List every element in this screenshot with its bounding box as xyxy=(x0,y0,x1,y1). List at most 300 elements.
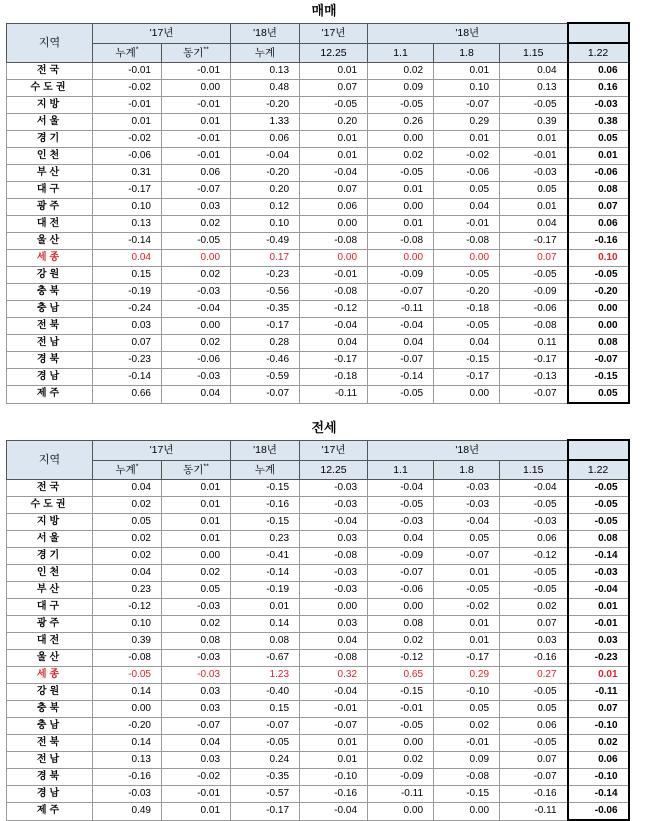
value-cell: 0.06 xyxy=(568,752,629,769)
value-cell: -0.05 xyxy=(300,97,368,114)
value-cell: 0.04 xyxy=(162,735,231,752)
value-cell: 0.03 xyxy=(162,684,231,701)
value-cell: 0.01 xyxy=(231,599,300,616)
value-cell: -0.02 xyxy=(93,80,162,97)
value-cell: 0.00 xyxy=(300,250,368,267)
table-row xyxy=(7,701,629,718)
value-cell: 0.09 xyxy=(368,80,434,97)
value-cell: 0.01 xyxy=(162,114,231,131)
value-cell: -0.05 xyxy=(500,582,568,599)
value-cell: 0.01 xyxy=(434,131,500,148)
value-cell: 0.07 xyxy=(93,335,162,352)
value-cell: 0.05 xyxy=(500,182,568,199)
header-cumulative-2018: 누계 xyxy=(231,460,300,480)
table-row xyxy=(7,667,629,684)
value-cell: 0.10 xyxy=(434,80,500,97)
value-cell: 0.01 xyxy=(162,514,231,531)
value-cell: 0.00 xyxy=(162,548,231,565)
value-cell: -0.17 xyxy=(434,369,500,386)
value-cell: 0.04 xyxy=(93,565,162,582)
value-cell: -0.17 xyxy=(231,803,300,821)
value-cell: 0.04 xyxy=(162,386,231,404)
value-cell: -0.40 xyxy=(231,684,300,701)
value-cell: -0.35 xyxy=(231,301,300,318)
table-row xyxy=(7,531,629,548)
value-cell: -0.11 xyxy=(568,684,629,701)
value-cell: -0.01 xyxy=(434,216,500,233)
value-cell: 0.00 xyxy=(368,599,434,616)
value-cell: -0.04 xyxy=(300,514,368,531)
value-cell: 0.08 xyxy=(162,633,231,650)
value-cell: 0.31 xyxy=(93,165,162,182)
value-cell: -0.06 xyxy=(434,165,500,182)
value-cell: 0.08 xyxy=(568,531,629,548)
table-row xyxy=(7,786,629,803)
value-cell: -0.11 xyxy=(500,803,568,821)
header-cumulative-2018: 누계 xyxy=(231,43,300,63)
value-cell: -0.05 xyxy=(93,667,162,684)
value-cell: 0.03 xyxy=(300,616,368,633)
value-cell: 0.01 xyxy=(434,633,500,650)
value-cell: -0.16 xyxy=(93,769,162,786)
region-cell: 광주 xyxy=(7,616,93,633)
value-cell: -0.67 xyxy=(231,650,300,667)
value-cell: 0.04 xyxy=(500,216,568,233)
value-cell: 0.01 xyxy=(93,114,162,131)
value-cell: -0.15 xyxy=(434,786,500,803)
value-cell: -0.05 xyxy=(500,565,568,582)
value-cell: -0.19 xyxy=(93,284,162,301)
value-cell: -0.01 xyxy=(93,63,162,80)
value-cell: -0.05 xyxy=(434,318,500,335)
table-row xyxy=(7,131,629,148)
region-cell: 충북 xyxy=(7,701,93,718)
value-cell: 0.07 xyxy=(568,701,629,718)
value-cell: -0.01 xyxy=(162,148,231,165)
value-cell: -0.04 xyxy=(162,301,231,318)
region-cell: 충북 xyxy=(7,284,93,301)
table-row xyxy=(7,335,629,352)
value-cell: -0.11 xyxy=(368,786,434,803)
value-cell: 0.08 xyxy=(568,335,629,352)
value-cell: 0.10 xyxy=(568,250,629,267)
value-cell: 0.05 xyxy=(568,131,629,148)
value-cell: 0.65 xyxy=(368,667,434,684)
value-cell: -0.06 xyxy=(568,165,629,182)
value-cell: -0.02 xyxy=(162,769,231,786)
value-cell: -0.15 xyxy=(368,684,434,701)
value-cell: 0.12 xyxy=(231,199,300,216)
value-cell: 0.07 xyxy=(568,199,629,216)
section-title: 매매 xyxy=(311,3,337,18)
table-row xyxy=(7,369,629,386)
value-cell: -0.16 xyxy=(231,497,300,514)
value-cell: 0.29 xyxy=(434,114,500,131)
value-cell: -0.01 xyxy=(162,786,231,803)
value-cell: -0.07 xyxy=(162,182,231,199)
value-cell: 0.00 xyxy=(162,250,231,267)
value-cell: -0.03 xyxy=(162,369,231,386)
value-cell: 0.01 xyxy=(500,199,568,216)
value-cell: -0.09 xyxy=(368,548,434,565)
value-cell: -0.05 xyxy=(368,97,434,114)
value-cell: -0.15 xyxy=(231,514,300,531)
table-row xyxy=(7,803,629,821)
value-cell: 0.06 xyxy=(500,718,568,735)
value-cell: 0.13 xyxy=(93,216,162,233)
value-cell: -0.02 xyxy=(434,599,500,616)
value-cell: 0.01 xyxy=(368,216,434,233)
region-cell: 경남 xyxy=(7,369,93,386)
value-cell: 0.02 xyxy=(93,548,162,565)
value-cell: -0.03 xyxy=(500,165,568,182)
value-cell: -0.03 xyxy=(162,650,231,667)
value-cell: 0.01 xyxy=(162,531,231,548)
region-cell: 강원 xyxy=(7,267,93,284)
header-week-11: 1.1 xyxy=(368,43,434,63)
table-row xyxy=(7,386,629,404)
value-cell: 0.27 xyxy=(500,667,568,684)
value-cell: 0.13 xyxy=(231,63,300,80)
value-cell: 0.01 xyxy=(300,131,368,148)
value-cell: -0.20 xyxy=(231,97,300,114)
value-cell: 0.00 xyxy=(434,386,500,404)
value-cell: -0.08 xyxy=(93,650,162,667)
value-cell: 0.06 xyxy=(231,131,300,148)
value-cell: -0.03 xyxy=(500,514,568,531)
region-cell: 세종 xyxy=(7,667,93,684)
value-cell: 0.17 xyxy=(231,250,300,267)
header-week-122: 1.22 xyxy=(568,460,629,480)
value-cell: 0.00 xyxy=(568,318,629,335)
value-cell: -0.01 xyxy=(162,97,231,114)
value-cell: 0.07 xyxy=(300,80,368,97)
value-cell: -0.49 xyxy=(231,233,300,250)
header-year-2018-weeks: '18년 xyxy=(368,440,568,460)
value-cell: 0.03 xyxy=(93,318,162,335)
region-cell: 대전 xyxy=(7,216,93,233)
value-cell: -0.02 xyxy=(434,148,500,165)
value-cell: -0.12 xyxy=(93,599,162,616)
value-cell: 0.08 xyxy=(368,616,434,633)
value-cell: -0.14 xyxy=(568,548,629,565)
value-cell: -0.17 xyxy=(231,318,300,335)
value-cell: -0.04 xyxy=(500,480,568,497)
value-cell: -0.14 xyxy=(568,786,629,803)
region-cell: 지방 xyxy=(7,514,93,531)
value-cell: -0.06 xyxy=(368,582,434,599)
value-cell: 0.10 xyxy=(231,216,300,233)
value-cell: -0.06 xyxy=(93,148,162,165)
value-cell: -0.05 xyxy=(568,267,629,284)
value-cell: -0.14 xyxy=(93,369,162,386)
region-cell: 서울 xyxy=(7,114,93,131)
value-cell: -0.03 xyxy=(434,497,500,514)
value-cell: 0.02 xyxy=(368,752,434,769)
value-cell: 0.13 xyxy=(500,80,568,97)
value-cell: 0.04 xyxy=(300,633,368,650)
table-row xyxy=(7,80,629,97)
value-cell: 0.01 xyxy=(300,63,368,80)
value-cell: 0.07 xyxy=(500,250,568,267)
value-cell: -0.11 xyxy=(368,301,434,318)
value-cell: -0.04 xyxy=(568,582,629,599)
header-year-2018: '18년 xyxy=(231,23,300,43)
value-cell: -0.08 xyxy=(434,769,500,786)
header-week-18: 1.8 xyxy=(434,43,500,63)
header-week-11: 1.1 xyxy=(368,460,434,480)
value-cell: 0.05 xyxy=(568,386,629,404)
region-cell: 전남 xyxy=(7,335,93,352)
value-cell: -0.08 xyxy=(500,318,568,335)
value-cell: 0.00 xyxy=(368,131,434,148)
region-cell: 경기 xyxy=(7,131,93,148)
region-cell: 제주 xyxy=(7,803,93,821)
value-cell: 0.13 xyxy=(93,752,162,769)
value-cell: 0.03 xyxy=(500,633,568,650)
value-cell: 0.23 xyxy=(231,531,300,548)
header-year-2018-weeks: '18년 xyxy=(368,23,568,43)
value-cell: -0.05 xyxy=(434,582,500,599)
region-cell: 전남 xyxy=(7,752,93,769)
value-cell: 0.28 xyxy=(231,335,300,352)
value-cell: -0.16 xyxy=(300,786,368,803)
value-cell: 0.07 xyxy=(300,182,368,199)
header-region: 지역 xyxy=(7,23,93,63)
value-cell: -0.04 xyxy=(231,148,300,165)
value-cell: -0.06 xyxy=(568,803,629,821)
region-cell: 울산 xyxy=(7,233,93,250)
value-cell: 0.00 xyxy=(300,599,368,616)
table-row xyxy=(7,548,629,565)
value-cell: -0.07 xyxy=(568,352,629,369)
value-cell: -0.01 xyxy=(162,131,231,148)
value-cell: 0.66 xyxy=(93,386,162,404)
value-cell: 0.04 xyxy=(300,335,368,352)
value-cell: -0.20 xyxy=(568,284,629,301)
value-cell: 0.02 xyxy=(162,267,231,284)
table-row xyxy=(7,735,629,752)
value-cell: -0.35 xyxy=(231,769,300,786)
region-cell: 충남 xyxy=(7,301,93,318)
value-cell: -0.05 xyxy=(368,386,434,404)
header-week-115: 1.15 xyxy=(500,460,568,480)
value-cell: -0.06 xyxy=(162,352,231,369)
region-cell: 인천 xyxy=(7,148,93,165)
value-cell: 0.01 xyxy=(500,131,568,148)
region-cell: 세종 xyxy=(7,250,93,267)
value-cell: 0.06 xyxy=(568,63,629,80)
value-cell: -0.15 xyxy=(231,480,300,497)
value-cell: 0.24 xyxy=(231,752,300,769)
price-change-table xyxy=(6,439,630,821)
value-cell: 0.01 xyxy=(568,599,629,616)
table-row xyxy=(7,480,629,497)
table-row xyxy=(7,250,629,267)
value-cell: -0.05 xyxy=(434,267,500,284)
value-cell: -0.07 xyxy=(500,769,568,786)
value-cell: 0.06 xyxy=(568,216,629,233)
value-cell: 0.09 xyxy=(434,752,500,769)
value-cell: -0.03 xyxy=(300,497,368,514)
value-cell: -0.12 xyxy=(368,650,434,667)
value-cell: -0.03 xyxy=(300,565,368,582)
value-cell: -0.41 xyxy=(231,548,300,565)
region-cell: 서울 xyxy=(7,531,93,548)
value-cell: -0.01 xyxy=(93,97,162,114)
value-cell: -0.08 xyxy=(434,233,500,250)
value-cell: -0.10 xyxy=(300,769,368,786)
value-cell: -0.06 xyxy=(500,301,568,318)
value-cell: 0.04 xyxy=(93,250,162,267)
value-cell: -0.20 xyxy=(93,718,162,735)
value-cell: 1.33 xyxy=(231,114,300,131)
value-cell: -0.08 xyxy=(300,650,368,667)
value-cell: -0.07 xyxy=(162,718,231,735)
value-cell: -0.07 xyxy=(434,548,500,565)
value-cell: 0.02 xyxy=(368,63,434,80)
value-cell: -0.12 xyxy=(500,548,568,565)
value-cell: -0.04 xyxy=(300,318,368,335)
value-cell: -0.17 xyxy=(434,650,500,667)
value-cell: -0.56 xyxy=(231,284,300,301)
price-section xyxy=(0,0,648,404)
value-cell: 0.01 xyxy=(368,182,434,199)
value-cell: 0.32 xyxy=(300,667,368,684)
value-cell: -0.03 xyxy=(434,480,500,497)
region-cell: 인천 xyxy=(7,565,93,582)
value-cell: 0.20 xyxy=(300,114,368,131)
value-cell: -0.20 xyxy=(434,284,500,301)
value-cell: -0.03 xyxy=(300,480,368,497)
value-cell: 0.14 xyxy=(93,684,162,701)
value-cell: 0.05 xyxy=(500,701,568,718)
value-cell: -0.16 xyxy=(500,786,568,803)
value-cell: -0.10 xyxy=(434,684,500,701)
value-cell: 0.07 xyxy=(500,752,568,769)
table-row xyxy=(7,769,629,786)
header-blank xyxy=(568,440,629,460)
value-cell: -0.23 xyxy=(93,352,162,369)
value-cell: -0.15 xyxy=(568,369,629,386)
value-cell: -0.05 xyxy=(162,233,231,250)
value-cell: -0.17 xyxy=(300,352,368,369)
value-cell: -0.01 xyxy=(300,267,368,284)
value-cell: 0.14 xyxy=(93,735,162,752)
table-row xyxy=(7,216,629,233)
table-row xyxy=(7,97,629,114)
value-cell: -0.14 xyxy=(368,369,434,386)
value-cell: 0.01 xyxy=(162,497,231,514)
value-cell: 0.39 xyxy=(500,114,568,131)
value-cell: 0.11 xyxy=(500,335,568,352)
table-row xyxy=(7,616,629,633)
value-cell: 0.03 xyxy=(162,701,231,718)
region-cell: 전북 xyxy=(7,318,93,335)
region-cell: 대전 xyxy=(7,633,93,650)
table-row xyxy=(7,199,629,216)
value-cell: -0.16 xyxy=(500,650,568,667)
value-cell: -0.05 xyxy=(368,165,434,182)
region-cell: 강원 xyxy=(7,684,93,701)
value-cell: 0.01 xyxy=(434,63,500,80)
value-cell: 0.10 xyxy=(93,199,162,216)
value-cell: -0.05 xyxy=(500,97,568,114)
value-cell: -0.46 xyxy=(231,352,300,369)
header-week-115: 1.15 xyxy=(500,43,568,63)
value-cell: -0.05 xyxy=(368,497,434,514)
value-cell: -0.03 xyxy=(162,667,231,684)
value-cell: 0.16 xyxy=(568,80,629,97)
value-cell: -0.07 xyxy=(368,352,434,369)
value-cell: 0.00 xyxy=(434,250,500,267)
value-cell: 0.49 xyxy=(93,803,162,821)
value-cell: 0.01 xyxy=(434,565,500,582)
value-cell: 0.14 xyxy=(231,616,300,633)
value-cell: -0.24 xyxy=(93,301,162,318)
value-cell: -0.01 xyxy=(434,735,500,752)
region-cell: 제주 xyxy=(7,386,93,404)
value-cell: -0.03 xyxy=(568,97,629,114)
region-cell: 경북 xyxy=(7,769,93,786)
header-same-period: 동기** xyxy=(162,460,231,480)
value-cell: -0.03 xyxy=(300,582,368,599)
value-cell: -0.18 xyxy=(300,369,368,386)
value-cell: 0.26 xyxy=(368,114,434,131)
value-cell: -0.08 xyxy=(300,233,368,250)
table-row xyxy=(7,582,629,599)
value-cell: 0.48 xyxy=(231,80,300,97)
value-cell: 0.39 xyxy=(93,633,162,650)
value-cell: -0.07 xyxy=(231,386,300,404)
value-cell: -0.04 xyxy=(434,514,500,531)
region-cell: 대구 xyxy=(7,182,93,199)
region-cell: 지방 xyxy=(7,97,93,114)
region-cell: 전국 xyxy=(7,480,93,497)
value-cell: 0.01 xyxy=(162,480,231,497)
value-cell: -0.05 xyxy=(500,267,568,284)
value-cell: -0.18 xyxy=(434,301,500,318)
table-row xyxy=(7,497,629,514)
price-change-table xyxy=(6,22,630,404)
value-cell: 0.02 xyxy=(162,335,231,352)
value-cell: 0.23 xyxy=(93,582,162,599)
value-cell: -0.09 xyxy=(368,267,434,284)
value-cell: 0.03 xyxy=(162,199,231,216)
value-cell: 0.01 xyxy=(568,667,629,684)
value-cell: -0.03 xyxy=(368,514,434,531)
value-cell: -0.03 xyxy=(162,599,231,616)
header-week-1225: 12.25 xyxy=(300,460,368,480)
region-cell: 수도권 xyxy=(7,80,93,97)
table-row xyxy=(7,114,629,131)
value-cell: 0.00 xyxy=(568,301,629,318)
value-cell: -0.57 xyxy=(231,786,300,803)
region-cell: 경북 xyxy=(7,352,93,369)
value-cell: -0.03 xyxy=(568,565,629,582)
table-row xyxy=(7,233,629,250)
value-cell: -0.08 xyxy=(300,548,368,565)
value-cell: 0.29 xyxy=(434,667,500,684)
value-cell: 0.03 xyxy=(162,752,231,769)
value-cell: -0.09 xyxy=(368,769,434,786)
value-cell: 0.02 xyxy=(162,565,231,582)
table-row xyxy=(7,284,629,301)
value-cell: 0.05 xyxy=(162,582,231,599)
header-year-2018: '18년 xyxy=(231,440,300,460)
value-cell: 0.02 xyxy=(93,531,162,548)
table-row xyxy=(7,514,629,531)
